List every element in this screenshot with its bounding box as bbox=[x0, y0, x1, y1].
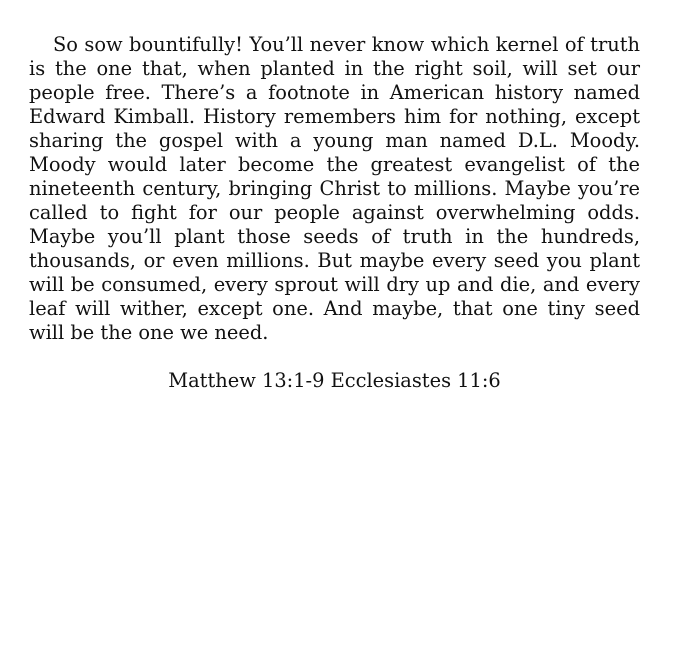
body-paragraph: So sow bountifully! You’ll never know which kernel of truth is the one that, when planted in the right soil, will set our people free. There’s a footnote in American history named Edward Kimball. History remembers him for nothing, except sharing the gospel with a young man named D.L. Moody. Moody would later become the greatest evangelist of the nineteenth century, bringing Christ to millions. Maybe you’re called to fight for our people against overwhelming odds. Maybe you’ll plant those seeds of truth in the hundreds, thousands, or even millions. But maybe every seed you plant will be consumed, every sprout will dry up and die, and every leaf will wither, except one. And maybe, that one tiny seed will be the one we need. bbox=[29, 33, 640, 344]
scripture-references: Matthew 13:1-9 Ecclesiastes 11:6 bbox=[168, 369, 501, 392]
document-page bbox=[29, 33, 640, 393]
